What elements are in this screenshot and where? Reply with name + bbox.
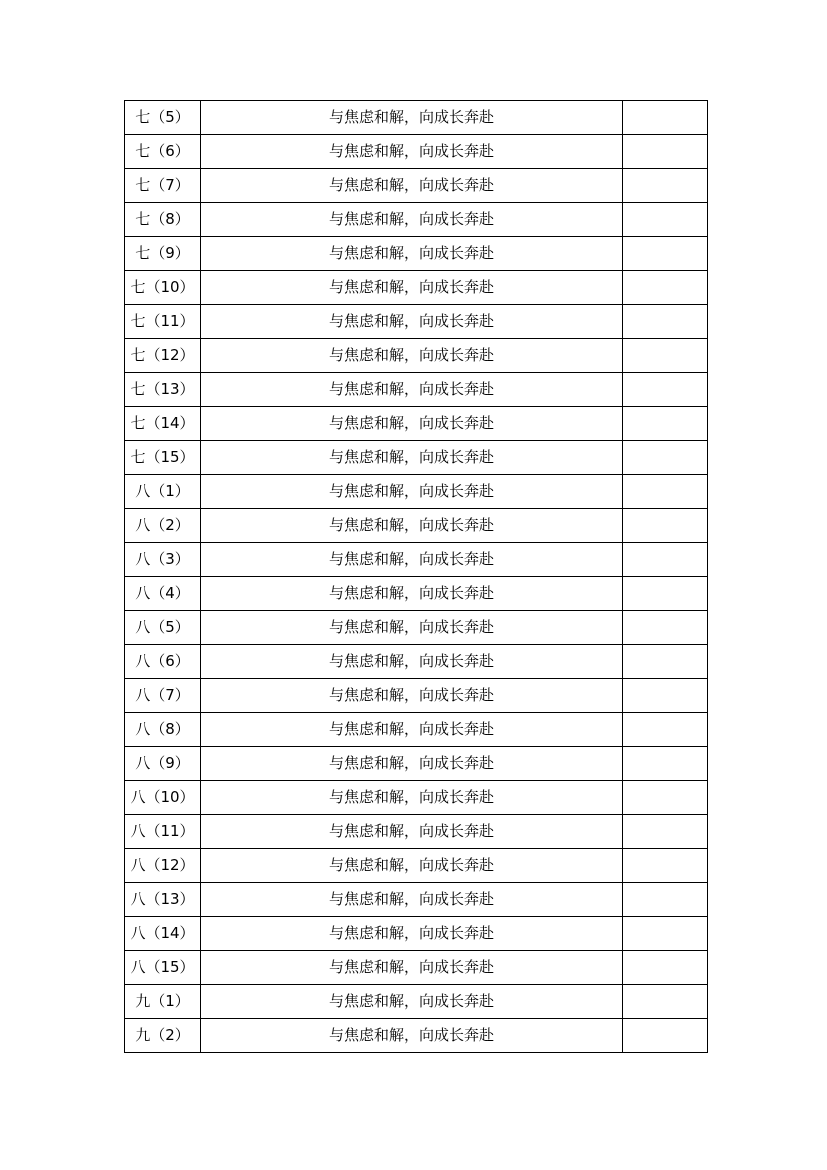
table-row bbox=[125, 679, 708, 713]
table-row bbox=[125, 339, 708, 373]
table-row bbox=[125, 1019, 708, 1053]
table-body bbox=[125, 101, 708, 1053]
table-row bbox=[125, 475, 708, 509]
topic-cell: 与焦虑和解，向成长奔赴 bbox=[201, 815, 623, 849]
table-row bbox=[125, 951, 708, 985]
table-row bbox=[125, 509, 708, 543]
class-id-cell: 七（6） bbox=[125, 135, 201, 169]
topic-cell: 与焦虑和解，向成长奔赴 bbox=[201, 713, 623, 747]
note-cell bbox=[623, 101, 708, 135]
table-row bbox=[125, 407, 708, 441]
table-row bbox=[125, 849, 708, 883]
class-id-cell: 八（8） bbox=[125, 713, 201, 747]
note-cell bbox=[623, 169, 708, 203]
class-id-cell: 八（1） bbox=[125, 475, 201, 509]
note-cell bbox=[623, 475, 708, 509]
topic-cell: 与焦虑和解，向成长奔赴 bbox=[201, 373, 623, 407]
table-row bbox=[125, 237, 708, 271]
topic-cell: 与焦虑和解，向成长奔赴 bbox=[201, 237, 623, 271]
topic-cell: 与焦虑和解，向成长奔赴 bbox=[201, 951, 623, 985]
topic-cell: 与焦虑和解，向成长奔赴 bbox=[201, 203, 623, 237]
class-id-cell: 七（14） bbox=[125, 407, 201, 441]
class-id-cell: 七（9） bbox=[125, 237, 201, 271]
topic-cell: 与焦虑和解，向成长奔赴 bbox=[201, 883, 623, 917]
topic-cell: 与焦虑和解，向成长奔赴 bbox=[201, 441, 623, 475]
topic-cell: 与焦虑和解，向成长奔赴 bbox=[201, 271, 623, 305]
topic-cell: 与焦虑和解，向成长奔赴 bbox=[201, 543, 623, 577]
topic-cell: 与焦虑和解，向成长奔赴 bbox=[201, 169, 623, 203]
class-id-cell: 七（10） bbox=[125, 271, 201, 305]
class-id-cell: 八（11） bbox=[125, 815, 201, 849]
class-id-cell: 八（3） bbox=[125, 543, 201, 577]
note-cell bbox=[623, 407, 708, 441]
note-cell bbox=[623, 1019, 708, 1053]
note-cell bbox=[623, 679, 708, 713]
note-cell bbox=[623, 713, 708, 747]
table-row bbox=[125, 101, 708, 135]
topic-cell: 与焦虑和解，向成长奔赴 bbox=[201, 679, 623, 713]
note-cell bbox=[623, 781, 708, 815]
note-cell bbox=[623, 645, 708, 679]
note-cell bbox=[623, 543, 708, 577]
topic-cell: 与焦虑和解，向成长奔赴 bbox=[201, 917, 623, 951]
note-cell bbox=[623, 237, 708, 271]
note-cell bbox=[623, 509, 708, 543]
class-id-cell: 八（2） bbox=[125, 509, 201, 543]
topic-cell: 与焦虑和解，向成长奔赴 bbox=[201, 509, 623, 543]
class-id-cell: 七（12） bbox=[125, 339, 201, 373]
topic-cell: 与焦虑和解，向成长奔赴 bbox=[201, 475, 623, 509]
class-id-cell: 八（13） bbox=[125, 883, 201, 917]
table-row bbox=[125, 305, 708, 339]
class-id-cell: 八（10） bbox=[125, 781, 201, 815]
note-cell bbox=[623, 339, 708, 373]
topic-cell: 与焦虑和解，向成长奔赴 bbox=[201, 849, 623, 883]
note-cell bbox=[623, 305, 708, 339]
class-id-cell: 七（7） bbox=[125, 169, 201, 203]
topic-cell: 与焦虑和解，向成长奔赴 bbox=[201, 407, 623, 441]
topic-cell: 与焦虑和解，向成长奔赴 bbox=[201, 747, 623, 781]
table-row bbox=[125, 917, 708, 951]
topic-cell: 与焦虑和解，向成长奔赴 bbox=[201, 339, 623, 373]
note-cell bbox=[623, 951, 708, 985]
table-row bbox=[125, 271, 708, 305]
table-row bbox=[125, 441, 708, 475]
table-row bbox=[125, 883, 708, 917]
class-topic-table bbox=[124, 100, 708, 1053]
table-row bbox=[125, 611, 708, 645]
class-id-cell: 八（5） bbox=[125, 611, 201, 645]
note-cell bbox=[623, 373, 708, 407]
note-cell bbox=[623, 883, 708, 917]
topic-cell: 与焦虑和解，向成长奔赴 bbox=[201, 101, 623, 135]
table-row bbox=[125, 713, 708, 747]
table-row bbox=[125, 645, 708, 679]
table-row bbox=[125, 169, 708, 203]
topic-cell: 与焦虑和解，向成长奔赴 bbox=[201, 1019, 623, 1053]
class-id-cell: 七（13） bbox=[125, 373, 201, 407]
note-cell bbox=[623, 985, 708, 1019]
table-row bbox=[125, 373, 708, 407]
class-id-cell: 九（2） bbox=[125, 1019, 201, 1053]
class-id-cell: 七（11） bbox=[125, 305, 201, 339]
class-id-cell: 八（12） bbox=[125, 849, 201, 883]
note-cell bbox=[623, 815, 708, 849]
note-cell bbox=[623, 441, 708, 475]
table-row bbox=[125, 135, 708, 169]
table-row bbox=[125, 203, 708, 237]
note-cell bbox=[623, 135, 708, 169]
topic-cell: 与焦虑和解，向成长奔赴 bbox=[201, 611, 623, 645]
table-row bbox=[125, 543, 708, 577]
class-id-cell: 八（4） bbox=[125, 577, 201, 611]
class-id-cell: 七（5） bbox=[125, 101, 201, 135]
class-id-cell: 七（8） bbox=[125, 203, 201, 237]
topic-cell: 与焦虑和解，向成长奔赴 bbox=[201, 577, 623, 611]
topic-cell: 与焦虑和解，向成长奔赴 bbox=[201, 645, 623, 679]
note-cell bbox=[623, 203, 708, 237]
table-row bbox=[125, 781, 708, 815]
topic-cell: 与焦虑和解，向成长奔赴 bbox=[201, 985, 623, 1019]
topic-cell: 与焦虑和解，向成长奔赴 bbox=[201, 781, 623, 815]
topic-cell: 与焦虑和解，向成长奔赴 bbox=[201, 305, 623, 339]
class-id-cell: 八（15） bbox=[125, 951, 201, 985]
class-id-cell: 八（6） bbox=[125, 645, 201, 679]
note-cell bbox=[623, 577, 708, 611]
table-row bbox=[125, 747, 708, 781]
note-cell bbox=[623, 747, 708, 781]
class-id-cell: 八（9） bbox=[125, 747, 201, 781]
class-id-cell: 九（1） bbox=[125, 985, 201, 1019]
table-row bbox=[125, 985, 708, 1019]
table-row bbox=[125, 815, 708, 849]
table-row bbox=[125, 577, 708, 611]
note-cell bbox=[623, 611, 708, 645]
class-id-cell: 八（7） bbox=[125, 679, 201, 713]
topic-cell: 与焦虑和解，向成长奔赴 bbox=[201, 135, 623, 169]
note-cell bbox=[623, 917, 708, 951]
class-id-cell: 七（15） bbox=[125, 441, 201, 475]
note-cell bbox=[623, 849, 708, 883]
class-id-cell: 八（14） bbox=[125, 917, 201, 951]
note-cell bbox=[623, 271, 708, 305]
